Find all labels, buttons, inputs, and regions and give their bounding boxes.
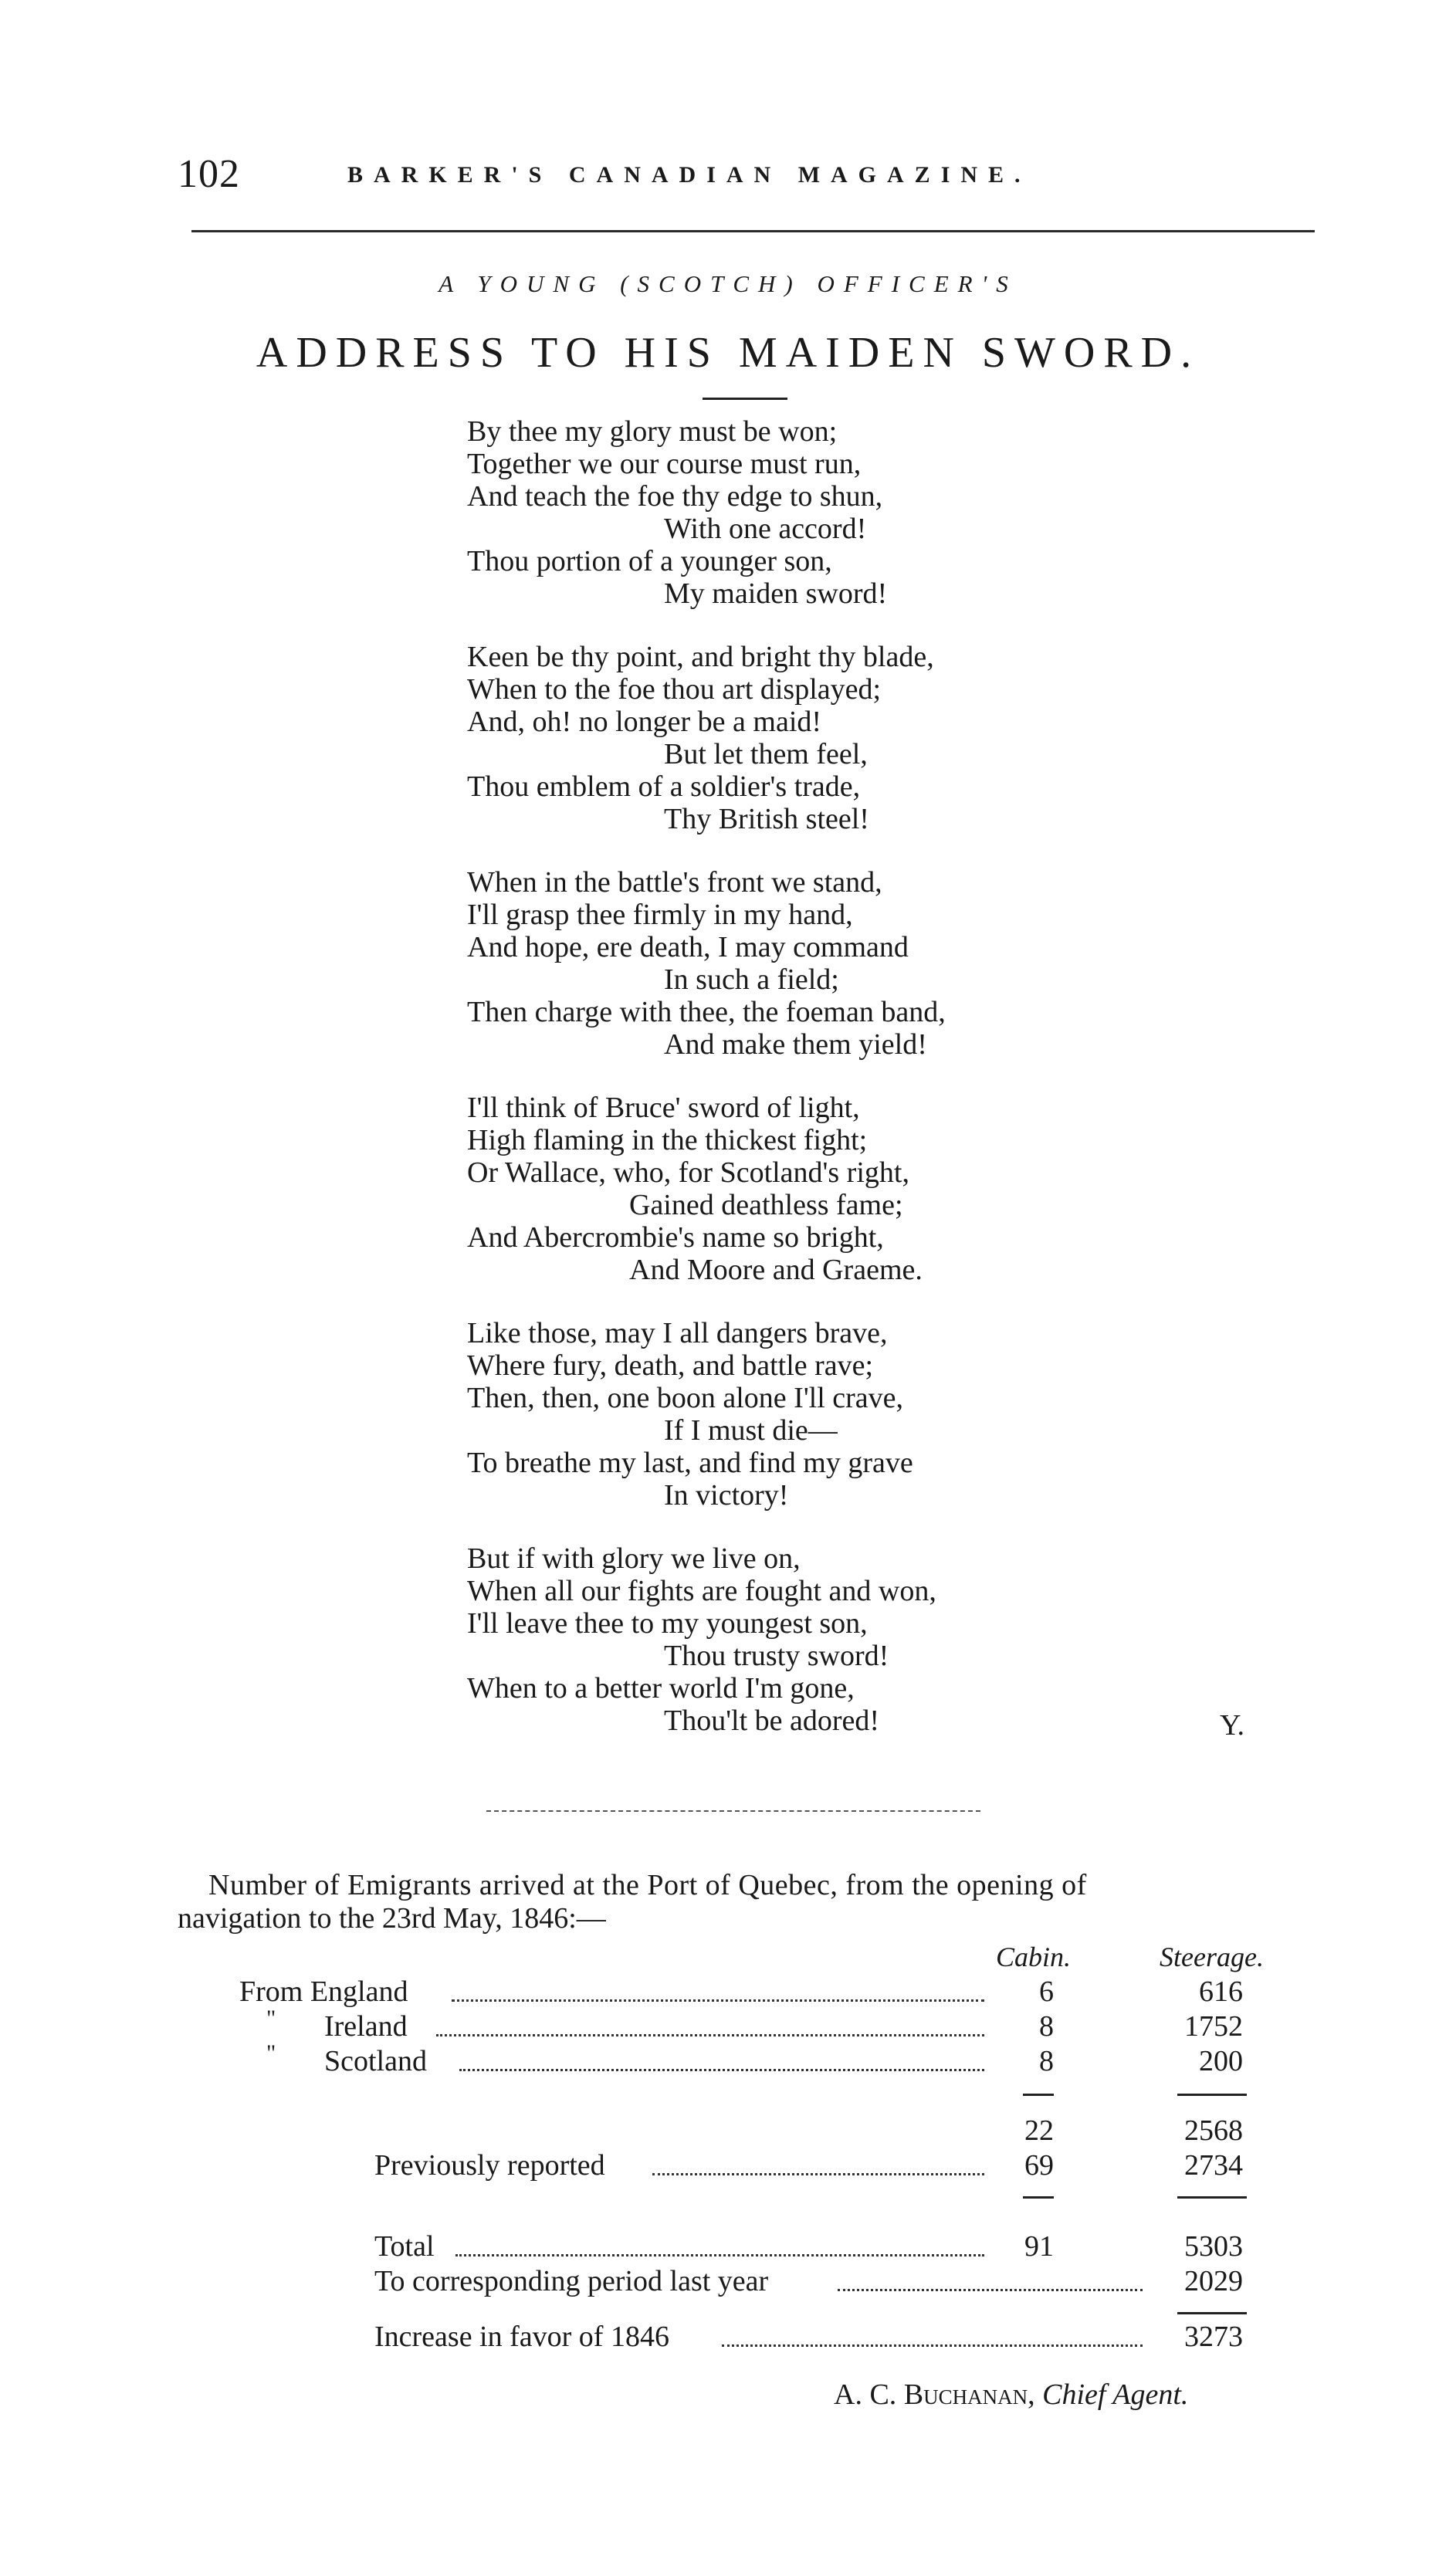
poem-line: And Abercrombie's name so bright, [467,1221,884,1254]
row-label-total: Total [374,2230,435,2263]
sum-rule-cabin [1023,2094,1054,2096]
poem-line: In victory! [664,1479,789,1512]
poem-line: When all our fights are fought and won, [467,1575,936,1607]
poem-line: Gained deathless fame; [629,1189,903,1221]
poem-line: Like those, may I all dangers brave, [467,1317,888,1349]
col-header-steerage: Steerage. [1160,1942,1264,1972]
poem-line: When to a better world I'm gone, [467,1672,855,1705]
poem-line: If I must die— [664,1414,838,1447]
cabin-value: 8 [1039,2010,1054,2043]
poem-line: My maiden sword! [664,577,888,610]
poem-line: When in the battle's front we stand, [467,866,882,899]
cabin-value: 91 [1024,2230,1054,2263]
row-label-increase: Increase in favor of 1846 [374,2321,669,2353]
poem-line: I'll think of Bruce' sword of light, [467,1092,860,1124]
poem-line: With one accord! [664,513,867,545]
sum-rule-cabin [1023,2196,1054,2199]
sum-rule-steerage [1177,2312,1247,2314]
poem-line: Keen be thy point, and bright thy blade, [467,641,934,673]
emigrants-intro-line2: navigation to the 23rd May, 1846:— [178,1902,606,1935]
subtotal-cabin: 22 [1024,2114,1054,2147]
row-label-scotland: Scotland [324,2045,427,2077]
steerage-value: 2029 [1184,2265,1243,2297]
cabin-value: 8 [1039,2045,1054,2077]
row-label-ireland: Ireland [324,2010,408,2043]
agent-name: A. C. Buchanan, [834,2378,1035,2411]
ditto-mark: " [266,2040,276,2066]
steerage-value: 3273 [1184,2321,1243,2353]
poem-line: Then, then, one boon alone I'll crave, [467,1382,904,1414]
poem-line: And hope, ere death, I may command [467,931,909,963]
sum-rule-steerage [1177,2094,1247,2096]
header-rule [191,230,1315,232]
steerage-value: 616 [1199,1975,1243,2008]
col-header-cabin: Cabin. [996,1942,1072,1972]
sum-rule-steerage [1177,2196,1247,2199]
poem-line: Thou portion of a younger son, [467,545,832,577]
poem-line: Then charge with thee, the foeman band, [467,996,946,1028]
page-number: 102 [178,152,240,196]
row-label-last-year: To corresponding period last year [374,2265,769,2297]
poem-line: Thou'lt be adored! [664,1705,880,1737]
poem-line: And make them yield! [664,1028,927,1061]
poem-line: Thy British steel! [664,803,869,835]
steerage-value: 200 [1199,2045,1243,2077]
poem-line: And, oh! no longer be a maid! [467,706,822,738]
running-head: BARKER'S CANADIAN MAGAZINE. [347,162,1031,188]
poem-line: High flaming in the thickest fight; [467,1124,868,1156]
dot-leader [455,2254,984,2256]
ditto-mark: " [266,2006,276,2031]
poem-line: I'll leave thee to my youngest son, [467,1607,868,1640]
poem-line: Together we our course must run, [467,448,862,480]
poem-line: But if with glory we live on, [467,1542,801,1575]
row-label-england: From England [239,1975,408,2008]
poem-line: To breathe my last, and find my grave [467,1447,913,1479]
agent-signature [834,2378,1188,2412]
agent-title: Chief Agent. [1042,2378,1189,2411]
poem-line: And teach the foe thy edge to shun, [467,480,883,513]
steerage-value: 5303 [1184,2230,1243,2263]
poem-line: Thou emblem of a soldier's trade, [467,770,861,803]
dot-leader [838,2289,1143,2291]
steerage-value: 1752 [1184,2010,1243,2043]
poem-line: In such a field; [664,963,839,996]
poem-line: And Moore and Graeme. [629,1254,923,1286]
steerage-value: 2734 [1184,2149,1243,2182]
dot-leader [459,2069,984,2071]
dot-leader [722,2344,1143,2347]
subtotal-steerage: 2568 [1184,2114,1243,2147]
poem-line: When to the foe thou art displayed; [467,673,882,706]
title-rule [703,398,787,400]
dot-leader [436,2034,984,2036]
cabin-value: 69 [1024,2149,1054,2182]
dot-leader [452,1999,984,2002]
row-label-previously-reported: Previously reported [374,2149,605,2182]
poem-line: But let them feel, [664,738,868,770]
poem-subtitle: A YOUNG (SCOTCH) OFFICER'S [438,270,1018,297]
poem-line: Where fury, death, and battle rave; [467,1349,874,1382]
section-divider [486,1810,980,1812]
dot-leader [652,2173,984,2175]
poem-title: ADDRESS TO HIS MAIDEN SWORD. [256,329,1200,377]
poem-line: Thou trusty sword! [664,1640,889,1672]
poem-line: By thee my glory must be won; [467,415,838,448]
emigrants-intro-line1: Number of Emigrants arrived at the Port of Quebec, from the opening of [208,1869,1087,1901]
poem-line: I'll grasp thee firmly in my hand, [467,899,853,931]
poem-line: Or Wallace, who, for Scotland's right, [467,1156,909,1189]
poem-signature: Y. [1220,1709,1245,1742]
cabin-value: 6 [1039,1975,1054,2008]
